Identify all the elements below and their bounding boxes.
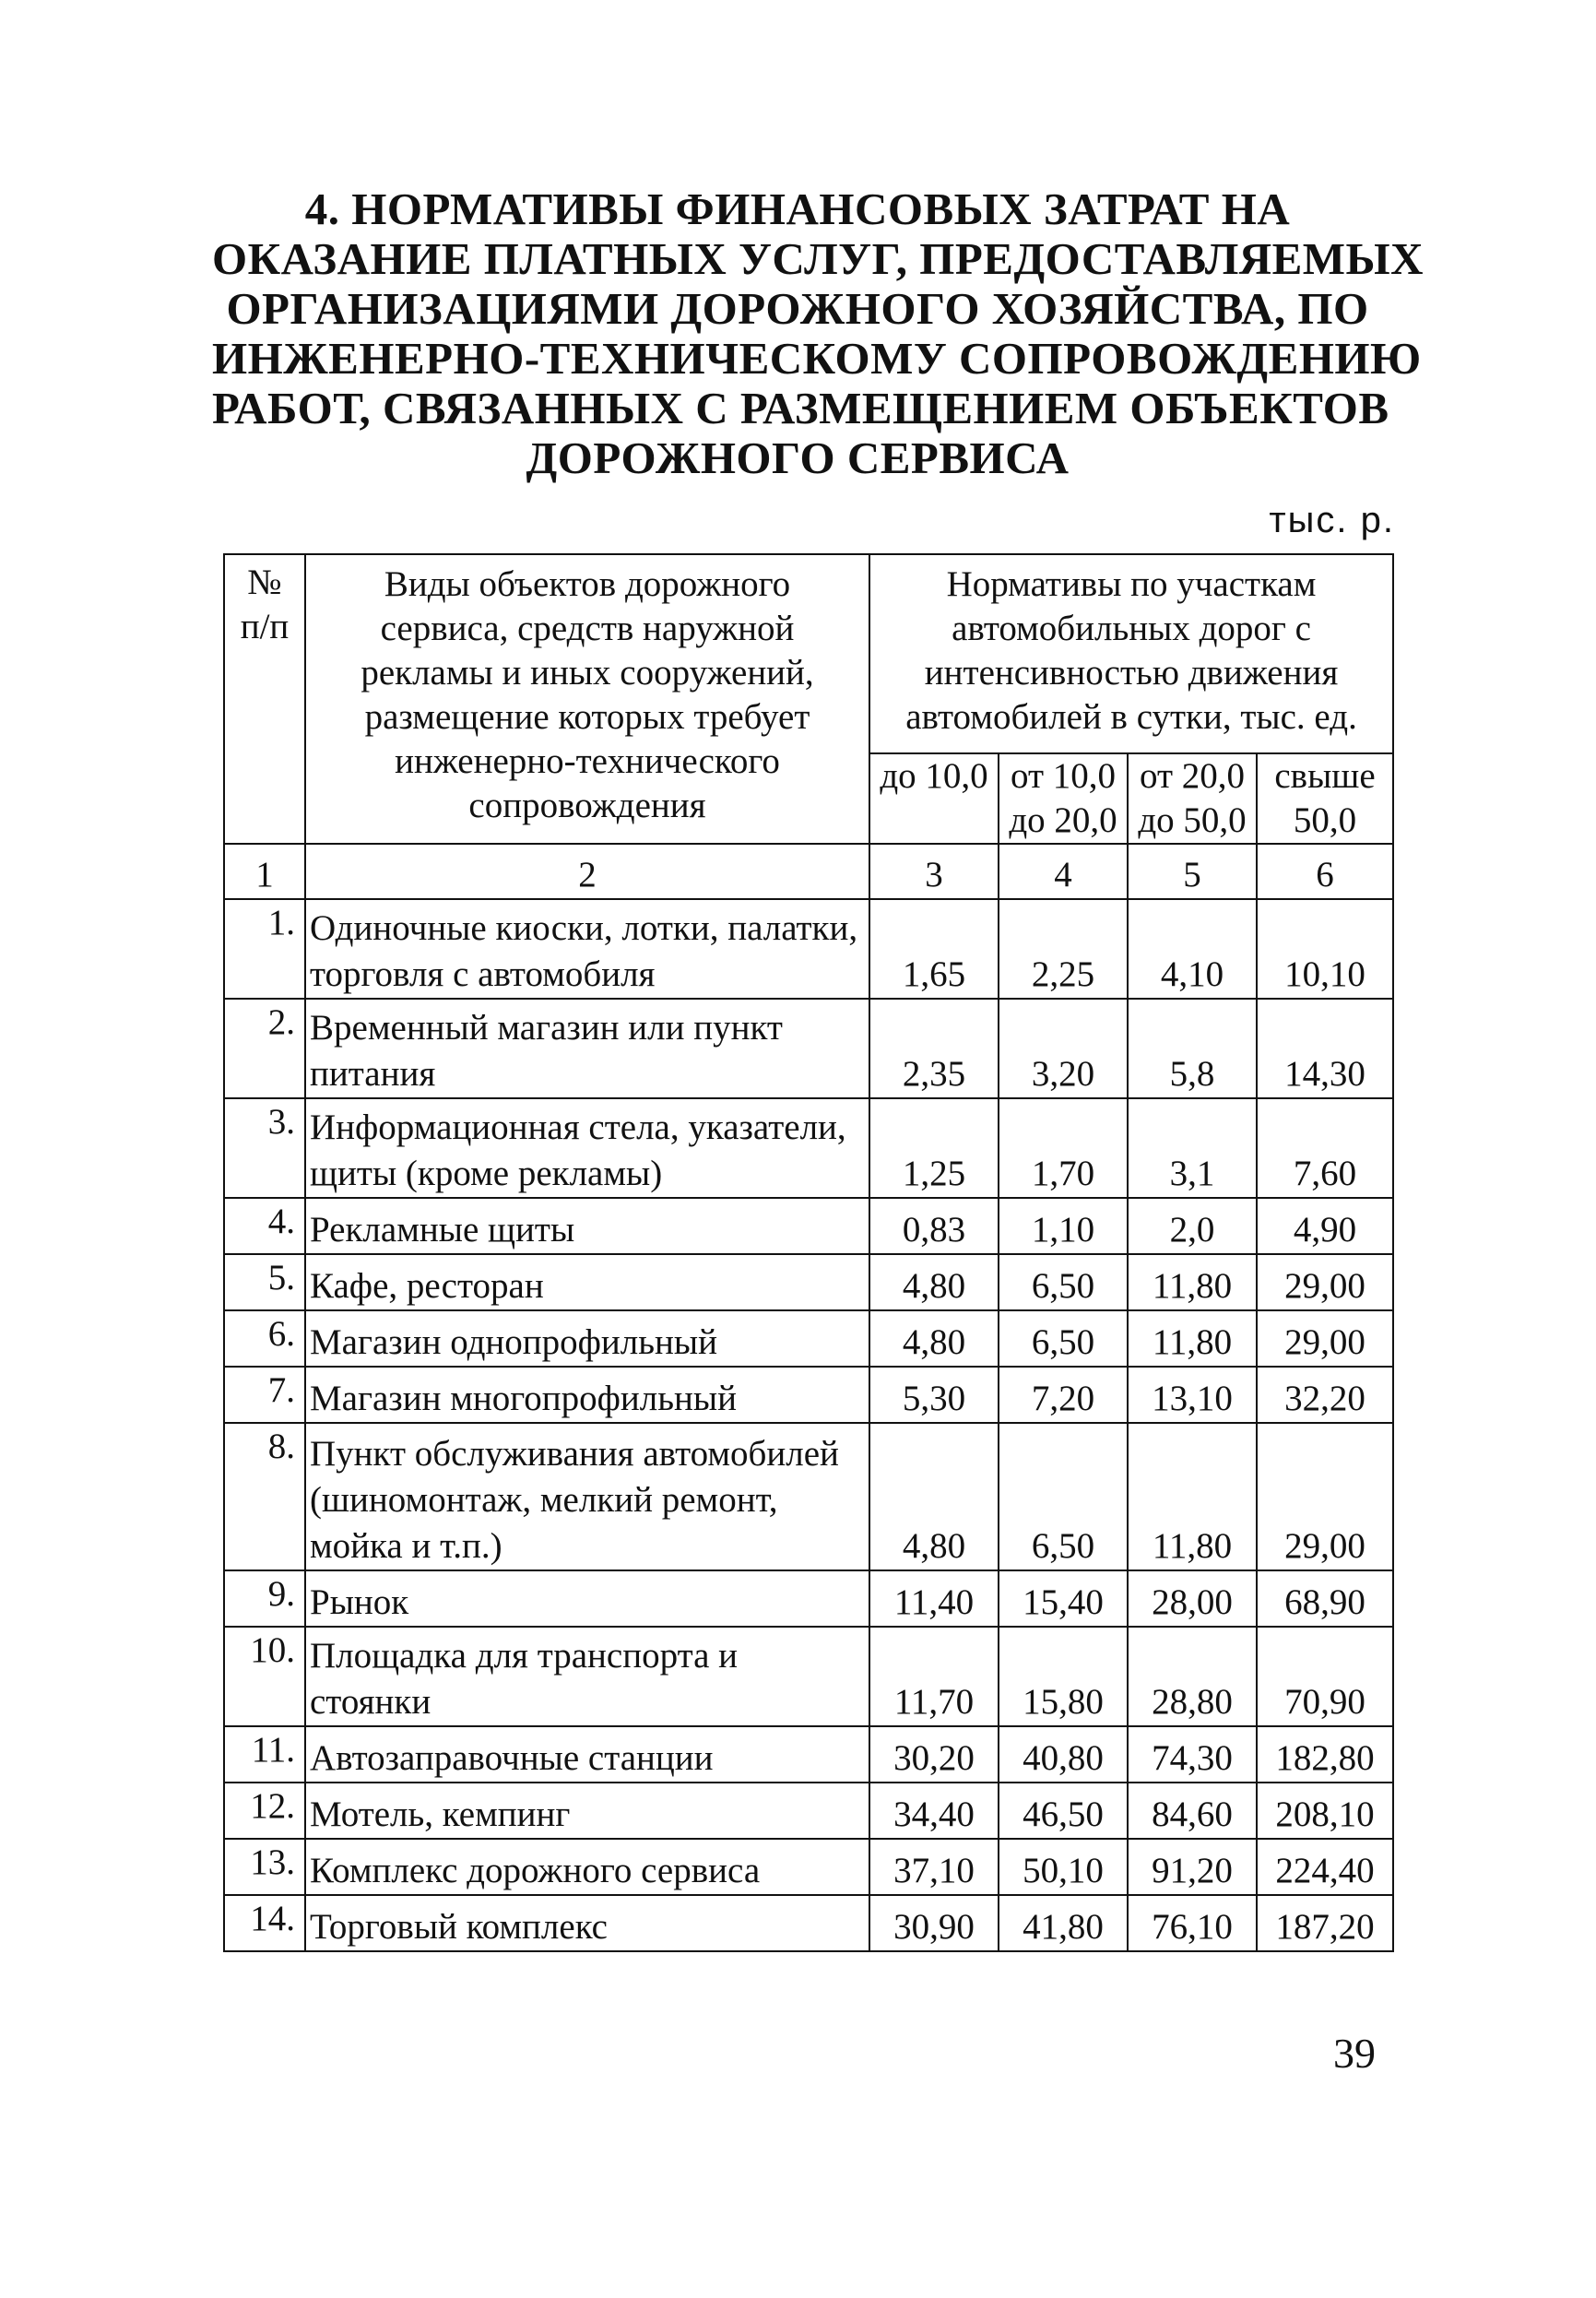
header-sub: от 10,0 до 20,0	[999, 753, 1128, 844]
row-name: Пункт обслуживания автомобилей (шиномонтаж, мелкий ремонт, мойка и т.п.)	[305, 1423, 869, 1570]
row-value: 11,80	[1128, 1423, 1257, 1570]
row-value: 4,80	[869, 1254, 999, 1310]
index-row	[224, 844, 1393, 899]
row-value: 5,30	[869, 1367, 999, 1423]
table-row	[224, 1198, 1393, 1254]
row-value: 3,1	[1128, 1098, 1257, 1198]
row-value: 30,90	[869, 1895, 999, 1951]
row-name: Торговый комплекс	[305, 1895, 869, 1951]
row-name: Кафе, ресторан	[305, 1254, 869, 1310]
row-value: 14,30	[1257, 999, 1393, 1098]
table-row	[224, 1310, 1393, 1367]
row-name: Комплекс дорожного сервиса	[305, 1839, 869, 1895]
page-number: 39	[1333, 2030, 1376, 2077]
row-value: 41,80	[999, 1895, 1128, 1951]
row-value: 7,20	[999, 1367, 1128, 1423]
row-value: 224,40	[1257, 1839, 1393, 1895]
row-value: 2,35	[869, 999, 999, 1098]
table-row	[224, 1098, 1393, 1198]
row-value: 76,10	[1128, 1895, 1257, 1951]
row-number: 12.	[224, 1783, 305, 1839]
row-name: Информационная стела, указатели, щиты (кроме рекламы)	[305, 1098, 869, 1198]
row-value: 1,10	[999, 1198, 1128, 1254]
row-value: 40,80	[999, 1726, 1128, 1783]
title-line: ОКАЗАНИЕ ПЛАТНЫХ УСЛУГ, ПРЕДОСТАВЛЯЕМЫХ	[212, 233, 1425, 284]
row-name: Площадка для транспорта и стоянки	[305, 1627, 869, 1726]
table-row	[224, 1570, 1393, 1627]
row-value: 32,20	[1257, 1367, 1393, 1423]
header-sub: от 20,0 до 50,0	[1128, 753, 1257, 844]
row-value: 15,80	[999, 1627, 1128, 1726]
row-name: Автозаправочные станции	[305, 1726, 869, 1783]
table-row	[224, 999, 1393, 1098]
title-line: РАБОТ, СВЯЗАННЫХ С РАЗМЕЩЕНИЕМ ОБЪЕКТОВ	[212, 383, 1389, 433]
row-value: 5,8	[1128, 999, 1257, 1098]
row-number: 3.	[224, 1098, 305, 1198]
row-name: Рынок	[305, 1570, 869, 1627]
row-value: 6,50	[999, 1423, 1128, 1570]
document-title	[212, 184, 1425, 483]
table-row	[224, 1423, 1393, 1570]
row-value: 29,00	[1257, 1254, 1393, 1310]
row-value: 15,40	[999, 1570, 1128, 1627]
row-value: 1,65	[869, 899, 999, 999]
row-value: 6,50	[999, 1310, 1128, 1367]
row-value: 46,50	[999, 1783, 1128, 1839]
column-index: 4	[999, 844, 1128, 899]
column-index: 1	[224, 844, 305, 899]
row-value: 28,00	[1128, 1570, 1257, 1627]
table-row	[224, 1726, 1393, 1783]
row-number: 14.	[224, 1895, 305, 1951]
table-row	[224, 1254, 1393, 1310]
row-value: 0,83	[869, 1198, 999, 1254]
row-name: Рекламные щиты	[305, 1198, 869, 1254]
row-value: 29,00	[1257, 1310, 1393, 1367]
title-line: ИНЖЕНЕРНО-ТЕХНИЧЕСКОМУ СОПРОВОЖДЕНИЮ	[212, 333, 1422, 384]
row-name: Одиночные киоски, лотки, палатки, торговля с автомобиля	[305, 899, 869, 999]
unit-label: тыс. р.	[1269, 500, 1395, 540]
row-value: 74,30	[1128, 1726, 1257, 1783]
title-line: 4. НОРМАТИВЫ ФИНАНСОВЫХ ЗАТРАТ НА	[304, 184, 1291, 234]
row-value: 91,20	[1128, 1839, 1257, 1895]
row-number: 10.	[224, 1627, 305, 1726]
header-group: Нормативы по участкам автомобильных дорог с интенсивностью движения автомобилей в сутки, тыс. ед.	[869, 554, 1393, 753]
row-number: 11.	[224, 1726, 305, 1783]
row-value: 4,90	[1257, 1198, 1393, 1254]
row-number: 13.	[224, 1839, 305, 1895]
row-number: 7.	[224, 1367, 305, 1423]
row-value: 10,10	[1257, 899, 1393, 999]
row-value: 1,25	[869, 1098, 999, 1198]
row-number: 9.	[224, 1570, 305, 1627]
column-index: 2	[305, 844, 869, 899]
row-value: 7,60	[1257, 1098, 1393, 1198]
row-value: 6,50	[999, 1254, 1128, 1310]
row-value: 11,70	[869, 1627, 999, 1726]
row-value: 4,10	[1128, 899, 1257, 999]
row-value: 4,80	[869, 1310, 999, 1367]
row-value: 187,20	[1257, 1895, 1393, 1951]
row-value: 182,80	[1257, 1726, 1393, 1783]
row-name: Магазин многопрофильный	[305, 1367, 869, 1423]
table-row	[224, 1839, 1393, 1895]
row-name: Магазин однопрофильный	[305, 1310, 869, 1367]
row-number: 6.	[224, 1310, 305, 1367]
table-row	[224, 1367, 1393, 1423]
row-value: 84,60	[1128, 1783, 1257, 1839]
row-value: 28,80	[1128, 1627, 1257, 1726]
row-number: 8.	[224, 1423, 305, 1570]
row-value: 208,10	[1257, 1783, 1393, 1839]
row-number: 4.	[224, 1198, 305, 1254]
row-value: 50,10	[999, 1839, 1128, 1895]
row-value: 4,80	[869, 1423, 999, 1570]
row-value: 2,25	[999, 899, 1128, 999]
row-value: 29,00	[1257, 1423, 1393, 1570]
header-num: № п/п	[224, 554, 305, 844]
row-value: 13,10	[1128, 1367, 1257, 1423]
row-value: 70,90	[1257, 1627, 1393, 1726]
row-value: 1,70	[999, 1098, 1128, 1198]
row-value: 68,90	[1257, 1570, 1393, 1627]
table-row	[224, 899, 1393, 999]
row-value: 30,20	[869, 1726, 999, 1783]
header-sub: свыше 50,0	[1257, 753, 1393, 844]
table-row	[224, 1895, 1393, 1951]
column-index: 5	[1128, 844, 1257, 899]
table-row	[224, 1627, 1393, 1726]
column-index: 3	[869, 844, 999, 899]
row-value: 11,80	[1128, 1310, 1257, 1367]
header-name: Виды объектов дорожного сервиса, средств наружной рекламы и иных сооружений, размещение которых требует инженерно-технического сопровождения	[305, 554, 869, 844]
row-value: 37,10	[869, 1839, 999, 1895]
norms-table	[223, 553, 1394, 1952]
title-line: ДОРОЖНОГО СЕРВИСА	[526, 432, 1070, 483]
row-number: 2.	[224, 999, 305, 1098]
row-value: 3,20	[999, 999, 1128, 1098]
row-value: 34,40	[869, 1783, 999, 1839]
header-sub: до 10,0	[869, 753, 999, 844]
row-name: Мотель, кемпинг	[305, 1783, 869, 1839]
header-row	[224, 554, 1393, 753]
column-index: 6	[1257, 844, 1393, 899]
row-number: 5.	[224, 1254, 305, 1310]
row-name: Временный магазин или пункт питания	[305, 999, 869, 1098]
row-number: 1.	[224, 899, 305, 999]
row-value: 2,0	[1128, 1198, 1257, 1254]
table-row	[224, 1783, 1393, 1839]
row-value: 11,40	[869, 1570, 999, 1627]
title-line: ОРГАНИЗАЦИЯМИ ДОРОЖНОГО ХОЗЯЙСТВА, ПО	[226, 283, 1369, 334]
row-value: 11,80	[1128, 1254, 1257, 1310]
